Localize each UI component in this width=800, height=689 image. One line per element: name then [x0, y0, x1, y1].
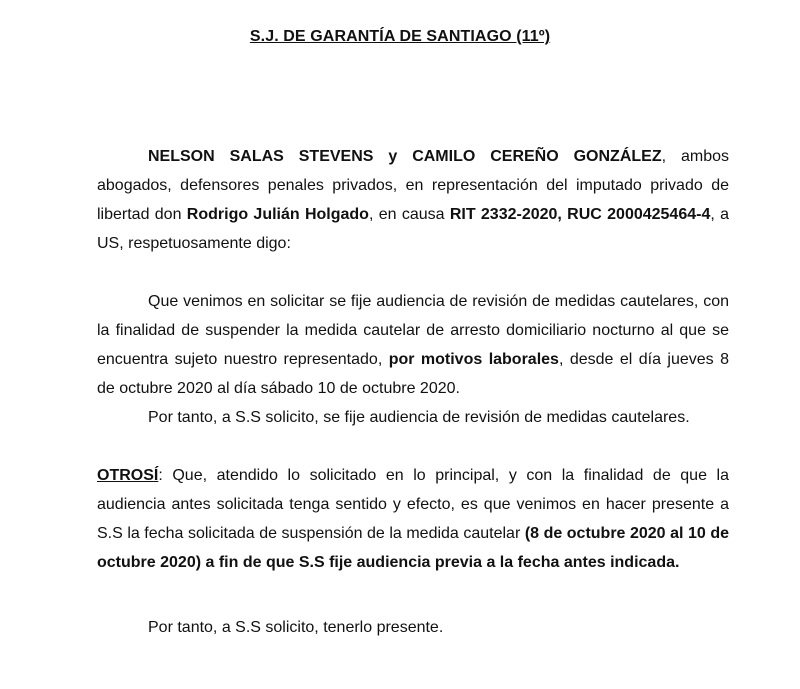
attorney-names: NELSON SALAS STEVENS y CAMILO CEREÑO GONZÁLEZ	[148, 148, 662, 165]
paragraph-petition-1: Por tanto, a S.S solicito, se fije audiencia de revisión de medidas cautelares.	[148, 409, 690, 426]
intro-text-a: , ambos abogados, defensores penales privados, en representación del imputado privado de libertad don	[97, 148, 730, 223]
case-number: RIT 2332-2020, RUC 2000425464-4	[449, 206, 711, 223]
otrosi-text-a: : Que, atendido lo solicitado en lo principal, y con la finalidad de que la audiencia antes solicitada tenga sentido y efecto, es que venimos en hacer presente a S.S la fecha solicitada de suspensión de la medida cautelar	[97, 467, 729, 542]
paragraph-request	[97, 287, 729, 403]
document-title: S.J. DE GARANTÍA DE SANTIAGO (11º)	[249, 28, 551, 45]
paragraph-petition-2: Por tanto, a S.S solicito, tenerlo presente.	[148, 619, 444, 636]
intro-text-c: , a US, respetuosamente digo:	[97, 206, 730, 252]
otrosi-label: OTROSÍ	[97, 467, 159, 484]
intro-text-b: , en causa	[368, 206, 450, 223]
paragraph-introduction	[97, 142, 729, 258]
client-name: Rodrigo Julián Holgado	[186, 206, 369, 223]
otrosi-dates: (8 de octubre 2020 al 10 de octubre 2020) a fin de que S.S fije audiencia previa a la fecha antes indicada.	[97, 525, 729, 571]
request-reason: por motivos laborales	[388, 351, 559, 368]
request-text-b: , desde el día jueves 8 de octubre 2020 al día sábado 10 de octubre 2020.	[97, 351, 730, 397]
paragraph-otrosi	[97, 461, 729, 577]
request-text-a: Que venimos en solicitar se fije audiencia de revisión de medidas cautelares, con la finalidad de suspender la medida cautelar de arresto domiciliario nocturno al que se encuentra sujeto nuestro representado,	[97, 293, 729, 368]
